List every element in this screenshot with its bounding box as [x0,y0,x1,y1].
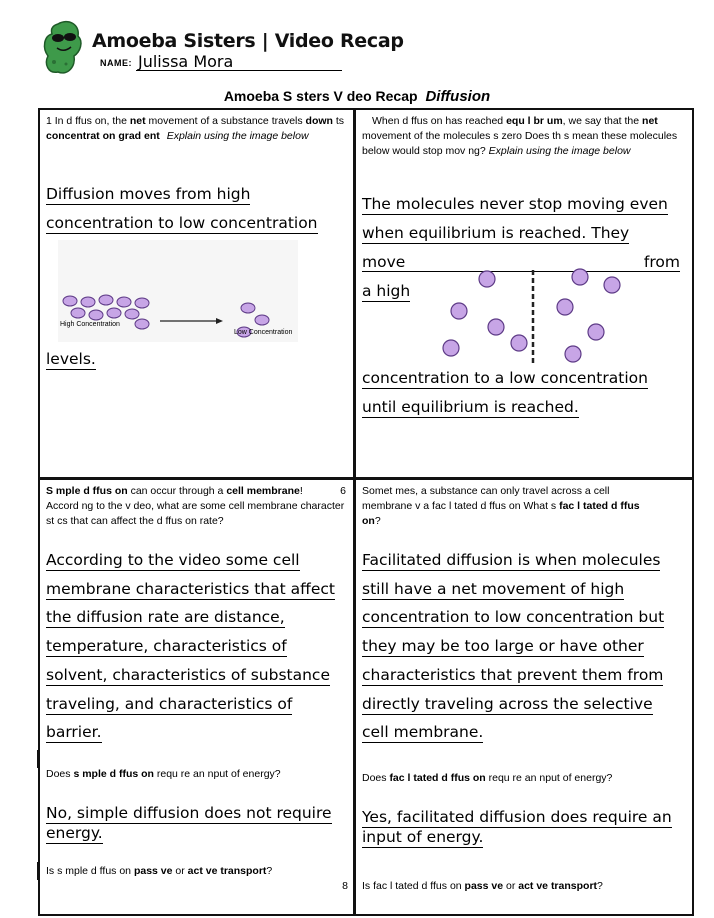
amoeba-logo-icon [40,18,90,80]
label-low-concentration: Low Concentration [234,329,293,336]
border-tick [37,750,40,768]
answer-5[interactable]: No, simple diffusion does not require energy. [46,804,332,842]
answer-1[interactable]: Diffusion moves from high concentration to low concentration [46,185,318,232]
question-5: Does s mple d ffus on requ re an nput of energy? [46,768,281,780]
question-1: 1 In d ffus on, the net movement of a substance travels down ts concentrat on grad ent Explain using the image below [46,115,345,142]
answer-2a[interactable]: The molecules never stop moving even when equilibrium is reached. They [362,195,668,242]
question-8: Is fac l tated d ffus on pass ve or act ve transport? [362,880,603,892]
answer-2b[interactable]: concentration to a low concentration until equilibrium is reached. [362,369,648,416]
answer-2-move-row[interactable]: move from [362,248,680,272]
header [40,18,404,80]
answer-2-high[interactable]: a high [362,282,411,300]
answer-1-end[interactable]: levels. [46,350,96,368]
title-main: Amoeba S sters V deo Recap [223,88,418,104]
label-high-concentration: High Concentration [60,321,120,328]
question-6: Does fac l tated d ffus on requ re an nput of energy? [362,772,613,784]
question-2: When d ffus on has reached equ l br um, we say that the net movement of the molecules s zero Does th s mean these molecules below would stop mov ng? Explain using the image below [362,115,678,157]
column-divider [353,110,356,914]
question-7: Is s mple d ffus on pass ve or act ve transport? 8 [46,865,348,892]
answer-4[interactable]: Facilitated diffusion is when molecules still have a net movement of high concentration to low concentration but they may be too large or have other characteristics that prevent them from directly traveling across the selective cell membrane. [362,551,665,742]
name-label: NAME: [100,58,132,68]
border-tick [37,862,40,880]
worksheet-title [0,88,714,105]
student-name[interactable]: Julissa Mora [138,52,234,71]
question-4: Somet mes, a substance can only travel across a cell membrane v a fac l tated d ffus on What s fac l tated d ffus on? [362,485,640,527]
logo-text: Amoeba Sisters | Video Recap [92,30,404,52]
equilibrium-molecules-diagram [430,268,630,368]
name-underline [136,70,342,71]
row-divider [38,477,694,480]
answer-6[interactable]: Yes, facilitated diffusion does require an input of energy. [362,808,672,846]
diffusion-diagram-high-low [58,240,298,342]
title-topic: Diffusion [425,88,491,105]
answer-3[interactable]: According to the video some cell membrane characteristics that affect the diffusion rate are distance, temperature, characteristics of solvent, characteristics of substance traveling, and characteristics of barrier. [46,551,335,742]
question-3: S mple d ffus on can occur through a cell membrane! 6 Accord ng to the v deo, what are some cell membrane character st cs that can affect the d ffus on rate? [46,485,346,527]
